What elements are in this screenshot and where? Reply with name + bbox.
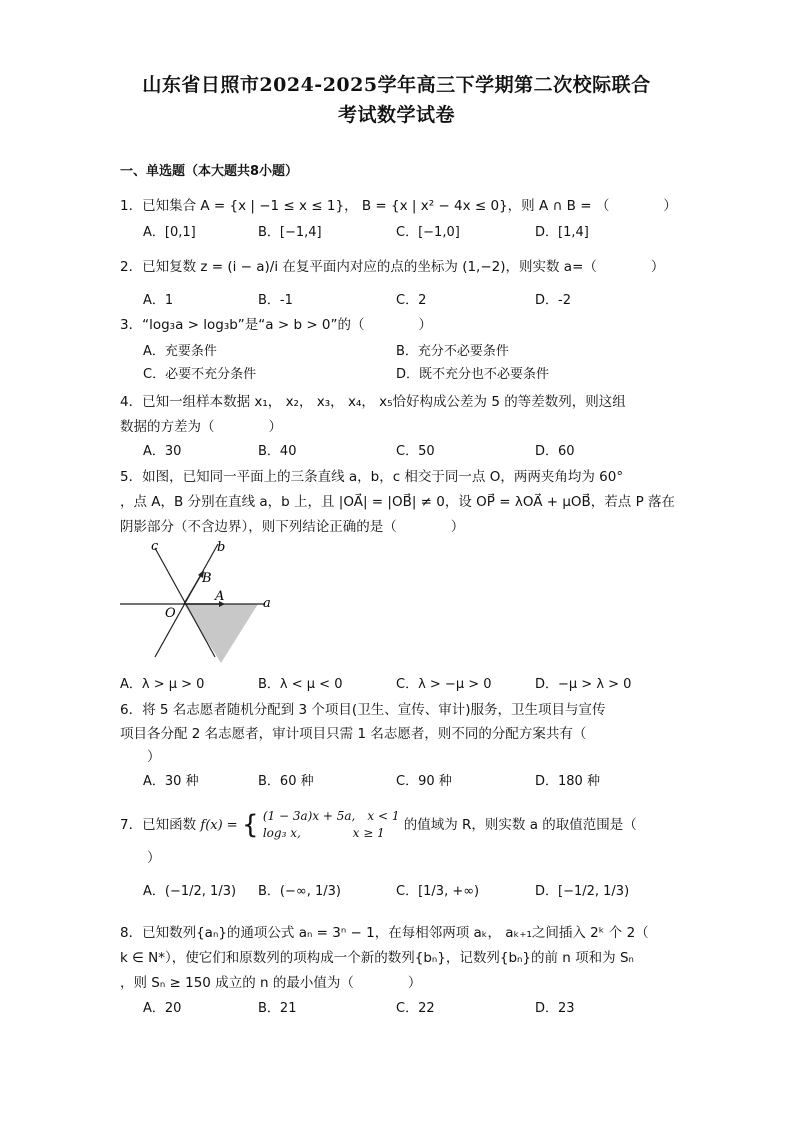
question-3-option-d: D．既不充分也不必要条件 <box>396 367 550 382</box>
question-2-stem: 2．已知复数 z = (i − a)/i 在复平面内对应的点的坐标为 (1,−2)，则实数 a=（ ） <box>120 259 665 275</box>
question-5-stem-line1: 5．如图，已知同一平面上的三条直线 a，b，c 相交于同一点 O，两两夹角均为 60° <box>120 469 624 485</box>
question-8-stem-line1: 8．已知数列{aₙ}的通项公式 aₙ = 3ⁿ − 1，在每相邻两项 aₖ， aₖ₊₁之间插入 2ᵏ 个 2（ <box>120 925 649 941</box>
vector-ob <box>184 575 201 604</box>
question-3-option-c: C．必要不充分条件 <box>143 367 257 382</box>
label-origin-o: O <box>165 606 176 621</box>
question-4-stem-line1: 4．已知一组样本数据 x₁， x₂， x₃， x₄， x₅恰好构成公差为 5 的等差数列，则这组 <box>120 394 626 410</box>
question-8-stem-line3: ，则 Sₙ ≥ 150 成立的 n 的最小值为（ ） <box>120 975 422 991</box>
piece-2: log₃ x, x ≥ 1 <box>262 826 385 840</box>
question-7-option-a: A．(−1/2, 1/3) <box>143 884 237 899</box>
shaded-region <box>184 604 258 663</box>
question-4-option-b: B．40 <box>258 444 297 459</box>
question-5-option-c: C．λ > −μ > 0 <box>396 677 492 692</box>
brace: { <box>242 810 259 840</box>
question-8-stem-line2: k ∈ N*），使它们和原数列的项构成一个新的数列{bₙ}，记数列{bₙ}的前 n 项和为 Sₙ <box>120 950 634 966</box>
question-1-option-d: D．[1,4] <box>535 225 589 240</box>
question-7-tail: 的值域为 R，则实数 a 的取值范围是（ <box>403 817 637 833</box>
question-2-option-a: A．1 <box>143 293 174 308</box>
label-point-a: A <box>215 589 225 604</box>
question-5-option-d: D．−μ > λ > 0 <box>535 677 632 692</box>
question-8-option-a: A．20 <box>143 1001 182 1016</box>
question-5-stem-line2: ，点 A，B 分别在直线 a，b 上，且 |OA⃗| = |OB⃗| ≠ 0，设 OP⃗ = λOA⃗ + μOB⃗，若点 P 落在 <box>120 494 676 510</box>
question-5-option-b: B．λ < μ < 0 <box>258 677 343 692</box>
question-7-lead: 7．已知函数 <box>120 817 197 833</box>
piece-1: (1 − 3a)x + 5a, x < 1 <box>262 809 400 823</box>
question-3-stem: 3．“log₃a > log₃b”是“a > b > 0”的（ ） <box>120 317 433 333</box>
question-6-option-b: B．60 种 <box>258 774 314 789</box>
question-4-option-a: A．30 <box>143 444 182 459</box>
label-point-b: B <box>202 571 212 586</box>
page-title-line2: 考试数学试卷 <box>337 104 455 126</box>
label-b: b <box>217 540 226 555</box>
question-7-option-b: B．(−∞, 1/3) <box>258 884 341 899</box>
question-8-option-b: B．21 <box>258 1001 297 1016</box>
question-2-option-b: B．-1 <box>258 293 293 308</box>
question-3-option-b: B．充分不必要条件 <box>396 344 509 359</box>
question-1-option-c: C．[−1,0] <box>396 225 460 240</box>
question-1-stem: 1．已知集合 A = {x | −1 ≤ x ≤ 1}， B = {x | x² − 4x ≤ 0}，则 A ∩ B = （ ） <box>120 198 677 214</box>
question-7-stem-line2: ） <box>120 850 161 866</box>
question-6-stem-line3: ） <box>120 749 161 765</box>
question-4-option-c: C．50 <box>396 444 435 459</box>
piecewise-definition <box>263 808 400 842</box>
section-heading: 一、单选题（本大题共8小题） <box>120 164 299 179</box>
question-5-figure <box>115 537 285 665</box>
question-2-option-c: C．2 <box>396 293 427 308</box>
question-7-stem-line1 <box>120 808 637 842</box>
question-1-option-b: B．[−1,4] <box>258 225 322 240</box>
question-6-stem-line2: 项目各分配 2 名志愿者，审计项目只需 1 名志愿者，则不同的分配方案共有（ <box>120 726 587 742</box>
label-a: a <box>263 596 271 611</box>
question-7-option-d: D．[−1/2, 1/3) <box>535 884 630 899</box>
question-4-option-d: D．60 <box>535 444 575 459</box>
question-2-option-d: D．-2 <box>535 293 571 308</box>
question-8-option-d: D．23 <box>535 1001 575 1016</box>
question-6-option-a: A．30 种 <box>143 774 199 789</box>
question-5-stem-line3: 阴影部分（不含边界），则下列结论正确的是（ ） <box>120 519 465 535</box>
question-1-option-a: A．[0,1] <box>143 225 196 240</box>
label-c: c <box>151 539 159 554</box>
question-3-option-a: A．充要条件 <box>143 344 217 359</box>
question-7-option-c: C．[1/3, +∞) <box>396 884 480 899</box>
question-4-stem-line2: 数据的方差为（ ） <box>120 419 282 435</box>
question-7-fx: f(x) = <box>200 818 238 833</box>
question-6-stem-line1: 6．将 5 名志愿者随机分配到 3 个项目(卫生、宣传、审计)服务，卫生项目与宣传 <box>120 702 606 718</box>
question-6-option-d: D．180 种 <box>535 774 600 789</box>
page-title-line1: 山东省日照市2024-2025学年高三下学期第二次校际联合 <box>142 74 651 96</box>
question-5-option-a: A．λ > μ > 0 <box>120 677 205 692</box>
question-6-option-c: C．90 种 <box>396 774 452 789</box>
question-8-option-c: C．22 <box>396 1001 435 1016</box>
